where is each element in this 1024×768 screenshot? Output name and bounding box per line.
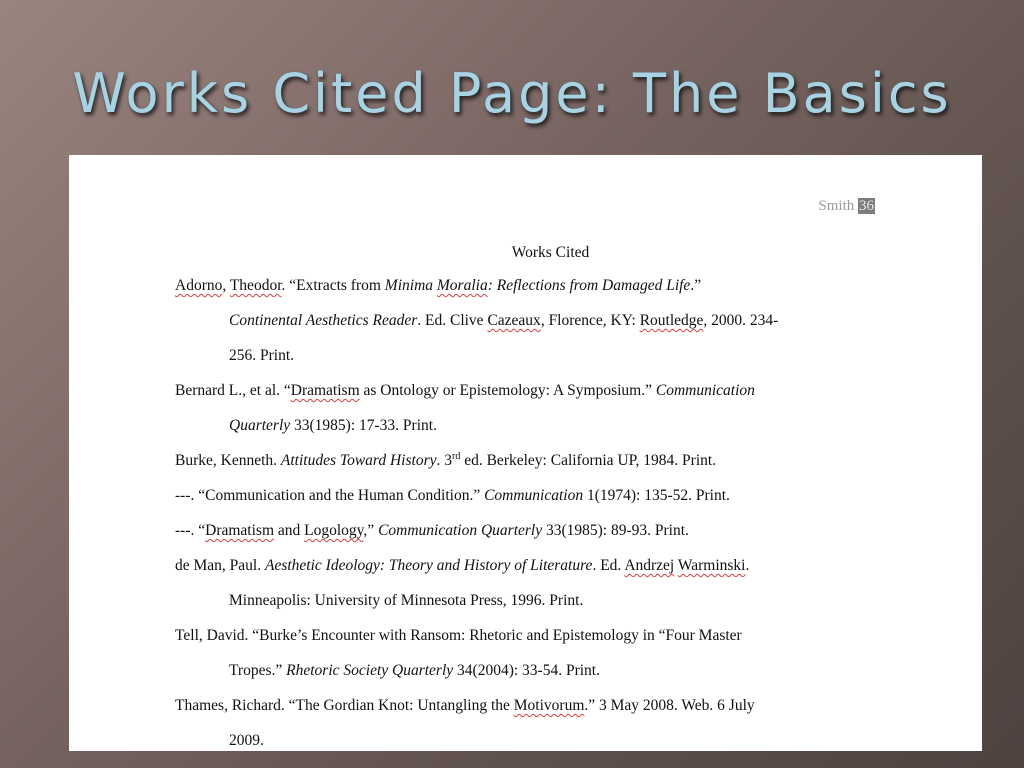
citation-text: Moralia (436, 277, 488, 294)
citation-text: .” 3 May 2008. Web. 6 July (584, 697, 755, 714)
citation-entry (175, 513, 875, 548)
citation-text: ---. “ (175, 522, 206, 539)
citation-text: , Florence, KY: (540, 312, 640, 329)
citation-text: as Ontology or Epistemology: A Symposium.” (359, 382, 656, 399)
citation-text: Aesthetic Ideology: Theory and History of Literature (264, 557, 593, 574)
citation-text: Minneapolis: University of Minnesota Press, 1996. Print. (229, 592, 584, 609)
citation-text: . Ed. Clive (417, 312, 488, 329)
citation-list (175, 268, 875, 751)
citation-text: . Ed. (592, 557, 625, 574)
citation-text: rd (452, 450, 461, 462)
citation-text: Dramatism (205, 522, 274, 539)
citation-line (175, 723, 875, 751)
citation-line (175, 618, 875, 653)
citation-line (175, 373, 875, 408)
citation-text: Attitudes Toward History (280, 452, 437, 469)
citation-text: Bernard L., et al. “ (175, 382, 291, 399)
citation-text: . 3 (436, 452, 452, 469)
citation-text: Communication (655, 382, 755, 399)
citation-text: Tell, David. “Burke’s Encounter with Ransom: Rhetoric and Epistemology in “Four Master (175, 627, 742, 644)
citation-text: 256. Print. (229, 347, 295, 364)
citation-text: ed. Berkeley: California UP, 1984. Print. (460, 452, 717, 469)
citation-text: Minima (384, 277, 437, 294)
citation-entry (175, 268, 875, 373)
citation-text: Continental Aesthetics Reader (229, 312, 418, 329)
citation-text: ,” (363, 522, 379, 539)
citation-entry (175, 548, 875, 618)
citation-line (175, 583, 875, 618)
citation-text: Adorno (175, 277, 223, 294)
citation-entry (175, 688, 875, 751)
citation-text: Communication Quarterly (378, 522, 543, 539)
slide-title: Works Cited Page: The Basics (72, 62, 952, 125)
document-page (69, 155, 982, 751)
citation-line (175, 443, 875, 478)
citation-line (175, 688, 875, 723)
citation-line (175, 303, 875, 338)
citation-text: Rhetoric Society Quarterly (286, 662, 454, 679)
citation-line (175, 653, 875, 688)
citation-entry (175, 618, 875, 688)
citation-entry (175, 373, 875, 443)
citation-line (175, 513, 875, 548)
citation-text: Tropes.” (229, 662, 287, 679)
citation-entry (175, 443, 875, 478)
citation-text: , 2000. 234- (703, 312, 779, 329)
citation-text: Motivorum (513, 697, 585, 714)
citation-text: ---. “Communication and the Human Condition.” (175, 487, 485, 504)
citation-text: de Man, Paul. (175, 557, 265, 574)
citation-text: Thames, Richard. “The Gordian Knot: Untangling the (175, 697, 514, 714)
citation-line (175, 548, 875, 583)
citation-text: Burke, Kenneth. (175, 452, 281, 469)
citation-text: 1(1974): 135-52. Print. (583, 487, 730, 504)
citation-text: , (222, 277, 230, 294)
page-header (818, 198, 875, 215)
citation-line (175, 408, 875, 443)
citation-text: Cazeaux (487, 312, 541, 329)
citation-text: .” (690, 277, 702, 294)
citation-text: Dramatism (290, 382, 360, 399)
citation-text: Theodor (229, 277, 282, 294)
citation-text: . “Extracts from (281, 277, 385, 294)
citation-text: Logology (304, 522, 364, 539)
citation-text: 33(1985): 17-33. Print. (290, 417, 437, 434)
citation-text: Warminski (677, 557, 746, 574)
citation-text: Communication (484, 487, 584, 504)
citation-text: : Reflections from Damaged Life (487, 277, 691, 294)
citation-line (175, 338, 875, 373)
citation-text: . (745, 557, 750, 574)
works-cited-heading: Works Cited (511, 244, 590, 261)
citation-entry (175, 478, 875, 513)
citation-text: Quarterly (229, 417, 291, 434)
citation-text: Andrzej (624, 557, 675, 574)
header-author: Smith (818, 198, 855, 214)
header-page-number: 36 (859, 198, 874, 214)
citation-text: 2009. (229, 732, 264, 749)
citation-text: and (274, 522, 305, 539)
citation-text: 34(2004): 33-54. Print. (453, 662, 600, 679)
citation-line (175, 268, 875, 303)
citation-text: 33(1985): 89-93. Print. (542, 522, 689, 539)
citation-text: Routledge (639, 312, 704, 329)
citation-line (175, 478, 875, 513)
